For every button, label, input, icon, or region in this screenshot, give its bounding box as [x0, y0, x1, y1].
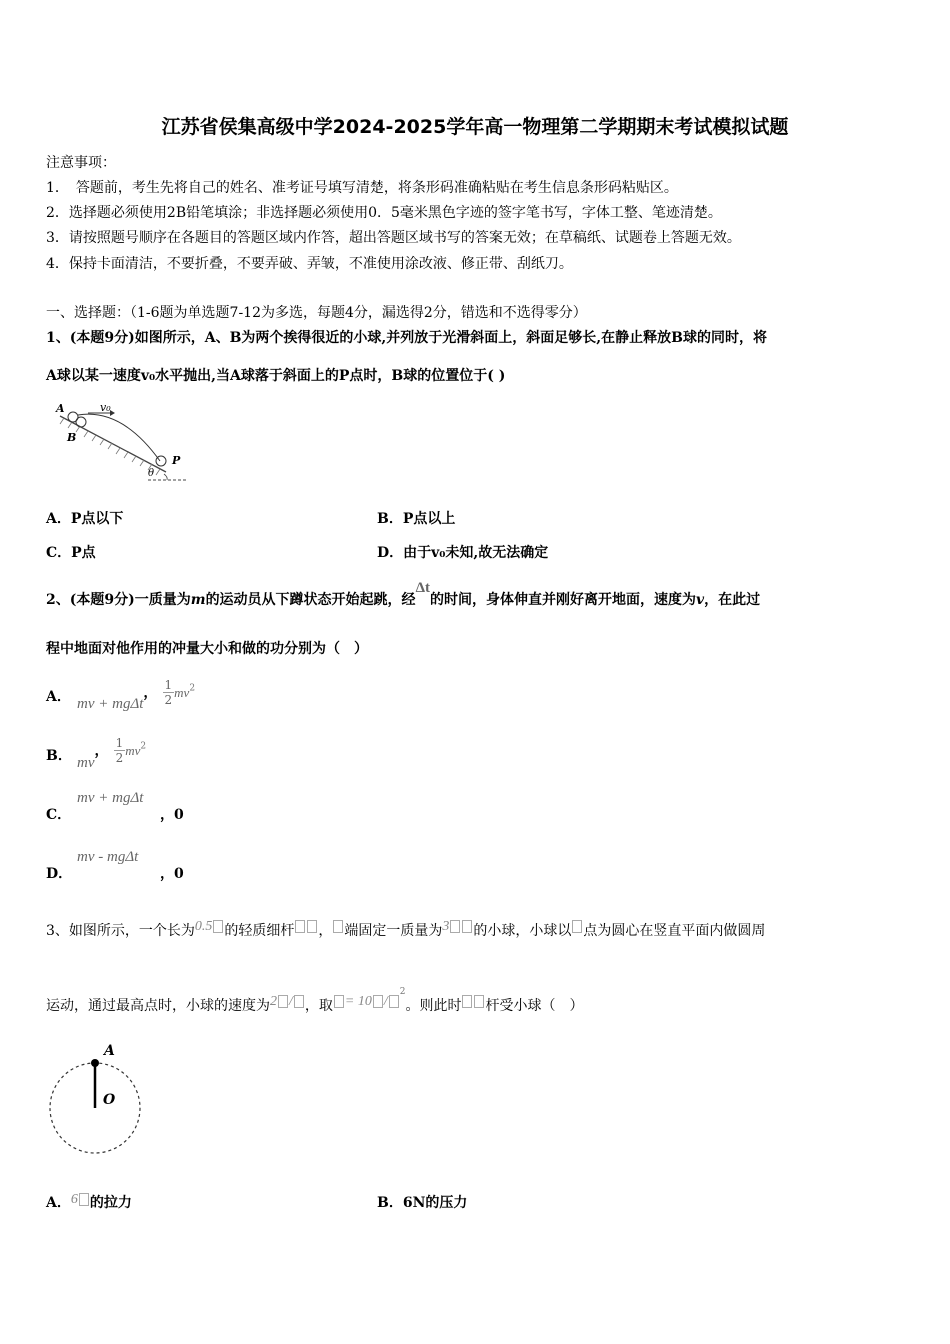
- q3-l2-slash: /: [289, 994, 293, 1009]
- q3-rod-box-3: [462, 995, 472, 1008]
- q2-option-a-fraction: [163, 678, 175, 707]
- q3-g-unit-box-2: [389, 995, 399, 1008]
- q2-option-d-expr: mv - mgΔt: [77, 849, 139, 865]
- q3-l1-len: 0.5: [194, 919, 213, 934]
- q2-option-b-label: B．: [46, 748, 72, 764]
- notice-item-4: 4．保持卡面清洁，不要折叠，不要弄破、弄皱，不准使用涂改液、修正带、刮纸刀。: [46, 256, 573, 272]
- q3-mass-box-1: [450, 920, 460, 933]
- q3-l2-a: 运动，通过最高点时，小球的速度为: [46, 998, 270, 1014]
- notice-item-1: 1． 答题前，考生先将自己的姓名、准考证号填写清楚，将条形码准确粘贴在考生信息条形码粘贴区。: [46, 180, 678, 196]
- q1-label-a: A: [56, 402, 65, 415]
- q1-label-theta: θ: [148, 468, 155, 479]
- q1-option-a: A．P点以下: [46, 511, 124, 527]
- q2-option-d-label: D．: [46, 866, 73, 882]
- q2-option-b-num: 1: [115, 736, 124, 750]
- q2-option-a-den: 2: [164, 693, 173, 707]
- q3-option-a-unit-box: [79, 1193, 89, 1206]
- q2-option-b: [77, 736, 147, 771]
- q2-option-a-num: 1: [164, 678, 173, 692]
- q2-option-b-expr: mv: [77, 755, 95, 771]
- q2-option-c-sep: ，0: [160, 807, 184, 823]
- q1-stem-line2: A球以某一速度v₀水平抛出,当A球落于斜面上的P点时，B球的位置位于( ): [46, 368, 506, 384]
- q2-option-b-sep: ，: [94, 743, 109, 759]
- q1-option-c: C．P点: [46, 545, 96, 561]
- q2-option-d-sep: ，0: [160, 866, 184, 882]
- q3-v-unit-box-2: [294, 995, 304, 1008]
- q3-label-a: A: [104, 1043, 115, 1059]
- notice-item-2: 2．选择题必须使用2B铅笔填涂；非选择题必须使用0．5毫米黑色字迹的签字笔书写，字体工整、笔迹清楚。: [46, 205, 722, 221]
- q2-option-c-label: C．: [46, 807, 72, 823]
- q2-stem-post: 的时间，身体伸直并刚好离开地面，速度为: [429, 592, 696, 608]
- q3-circle-figure: [44, 1050, 154, 1162]
- q2-stem-pre: 2、(本题9分)一质量为: [46, 592, 191, 608]
- q2-var-m: m: [190, 592, 206, 608]
- q3-l2-slash2: /: [383, 994, 388, 1009]
- q1-label-p: P: [172, 454, 181, 467]
- q3-stem-line1: [46, 920, 765, 940]
- q1-label-b: B: [67, 431, 77, 444]
- q3-l2-sup: 2: [399, 987, 406, 998]
- q2-stem-line1: [46, 580, 761, 609]
- q2-option-a-sup: 2: [189, 683, 196, 694]
- q3-l2-v: 2: [270, 994, 277, 1009]
- q2-stem-line2: 程中地面对他作用的冲量大小和做的功分别为（ ）: [46, 641, 368, 657]
- q1-stem-line1: 1、(本题9分)如图所示，A、B为两个挨得很近的小球,并列放于光滑斜面上，斜面足够长,在静止释放B球的同时，将: [46, 330, 768, 346]
- q3-g-unit-box-1: [373, 995, 383, 1008]
- q1-label-v0: v₀: [100, 401, 111, 414]
- q3-l1-mass: 3: [442, 919, 450, 934]
- q3-mass-box-2: [462, 920, 472, 933]
- q3-v-unit-box-1: [278, 995, 288, 1008]
- q3-option-b: B．6N的压力: [377, 1195, 468, 1211]
- page-title: 江苏省侯集高级中学2024-2025学年高一物理第二学期期末考试模拟试题: [161, 116, 789, 138]
- q2-option-c-expr: mv + mgΔt: [77, 790, 144, 806]
- q3-l1-b: 的轻质细杆: [224, 923, 295, 939]
- q2-option-b-tail: mv: [125, 743, 141, 758]
- q1-option-b: B．P点以上: [377, 511, 456, 527]
- q3-option-a-label: A．: [46, 1195, 71, 1211]
- q3-end-box: [333, 920, 343, 933]
- q3-unit-box: [213, 920, 223, 933]
- q3-option-a: [46, 1192, 132, 1212]
- q2-var-dt: Δt: [415, 580, 430, 596]
- q2-option-b-fraction: [114, 736, 126, 765]
- q3-g-box: [334, 995, 344, 1008]
- q2-option-a-label: A．: [46, 689, 71, 705]
- q3-label-o: O: [103, 1092, 116, 1108]
- q3-l1-f: 点为圆心在竖直平面内做圆周: [583, 923, 766, 939]
- q3-l2-c: 。则此时: [405, 998, 462, 1014]
- q1-option-d: D．由于v₀未知,故无法确定: [377, 545, 549, 561]
- notice-item-3: 3．请按照题号顺序在各题目的答题区域内作答，超出答题区域书写的答案无效；在草稿纸、试题卷上答题无效。: [46, 230, 741, 246]
- q3-l1-e: 的小球，小球以: [473, 923, 572, 939]
- q3-option-a-val: 6: [70, 1192, 78, 1207]
- q3-option-a-text: 的拉力: [89, 1195, 132, 1211]
- q3-stem-line2: [46, 987, 584, 1015]
- q2-option-a: [77, 678, 196, 712]
- q3-l2-g: = 10: [344, 994, 372, 1009]
- q3-rod-box-4: [474, 995, 484, 1008]
- q2-stem-end: ，在此过: [704, 592, 761, 608]
- q2-option-a-expr: mv + mgΔt: [77, 696, 144, 712]
- q2-stem-mid: 的运动员从下蹲状态开始起跳，经: [205, 592, 416, 608]
- q2-option-b-sup: 2: [140, 741, 147, 752]
- q2-var-v: v: [695, 592, 705, 608]
- q2-option-a-sep: ，: [143, 685, 158, 701]
- section-heading: 一、选择题：（1-6题为单选题7-12为多选，每题4分，漏选得2分，错选和不选得零分）: [46, 305, 587, 321]
- q3-rod-box-2: [307, 920, 317, 933]
- q3-l1-d: 端固定一质量为: [344, 923, 443, 939]
- q2-option-a-tail: mv: [174, 685, 190, 700]
- q3-l2-d: 杆受小球（ ）: [485, 998, 584, 1014]
- q3-center-box: [572, 920, 582, 933]
- q3-l1-c: ，: [318, 923, 333, 939]
- q3-l1-a: 3、如图所示，一个长为: [46, 923, 195, 939]
- q3-l2-b: ，取: [304, 998, 333, 1014]
- notice-heading: 注意事项：: [46, 155, 116, 171]
- q2-option-b-den: 2: [115, 751, 124, 765]
- q3-rod-box-1: [295, 920, 305, 933]
